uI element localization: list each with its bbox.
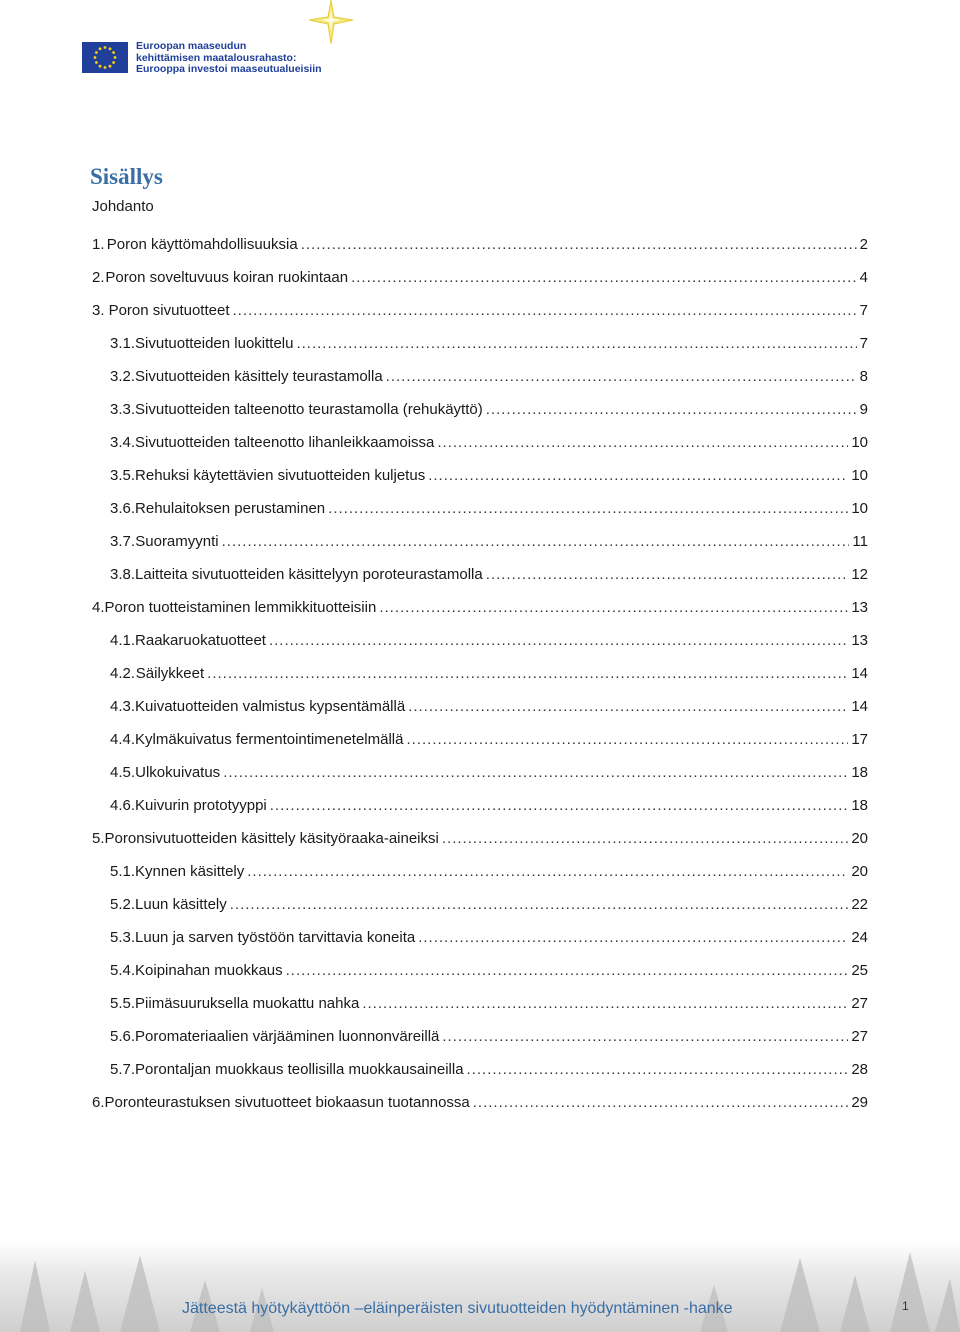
toc-entry[interactable] [110,566,868,588]
toc-entry[interactable] [92,236,868,258]
toc-entry-number: 3.4. [110,434,136,451]
toc-entry-page: 25 [851,962,868,979]
toc-entry[interactable] [110,1061,868,1083]
toc-entry-number: 3.2. [110,368,136,385]
toc-heading: Sisällys [90,164,163,189]
toc-entry[interactable] [110,797,868,819]
page-number: 1 [902,1299,909,1313]
toc-entry-page: 7 [859,335,868,352]
toc-entry-title: Ulkokuivatus [135,764,221,781]
toc-entry-title: Luun ja sarven työstöön tarvittavia koneita [135,929,416,946]
toc-entry-title: Luun käsittely [135,896,227,913]
toc-entry[interactable] [110,467,868,489]
toc-entry[interactable] [110,500,868,522]
toc-entry[interactable] [92,1094,868,1116]
toc-entry-title: Sivutuotteiden talteenotto teurastamolla (rehukäyttö) [135,401,483,418]
toc-entry-number: 4.1. [110,632,136,649]
toc-dot-leader [247,863,848,880]
toc-entry-title: Kuivurin prototyyppi [135,797,267,814]
toc-entry-page: 29 [851,1094,868,1111]
toc-dot-leader [362,995,848,1012]
toc-entry-title: Piimäsuuruksella muokattu nahka [135,995,360,1012]
toc-entry-page: 7 [859,302,868,319]
funder-line-2: kehittämisen maatalousrahasto: [136,51,297,64]
toc-entry-page: 27 [851,995,868,1012]
toc-entry-title: Poronsivutuotteiden käsittely käsityöraaka-aineiksi [104,830,439,847]
funder-line-1: Euroopan maaseudun [136,40,247,52]
toc-entry-title: Sivutuotteiden luokittelu [135,335,294,352]
toc-entry-number: 4.2. [110,665,136,682]
toc-dot-leader [437,434,848,451]
toc-entry-page: 12 [851,566,868,583]
toc-intro-entry[interactable]: Johdanto [92,198,154,215]
toc-entry-page: 20 [851,830,868,847]
star-icon [301,0,361,44]
toc-dot-leader [286,962,849,979]
toc-entry-page: 10 [851,500,868,517]
toc-entry-title: Kuivatuotteiden valmistus kypsentämällä [135,698,406,715]
toc-entry[interactable] [110,1028,868,1050]
toc-entry-number: 5.2. [110,896,136,913]
toc-entry-title: Raakaruokatuotteet [135,632,266,649]
toc-entry-title: Koipinahan muokkaus [135,962,283,979]
toc-entry[interactable] [110,929,868,951]
toc-entry[interactable] [92,269,868,291]
toc-dot-leader [223,764,848,781]
toc-entry[interactable] [110,731,868,753]
toc-entry[interactable] [92,599,868,621]
toc-dot-leader [207,665,848,682]
toc-entry-page: 22 [851,896,868,913]
toc-entry-title: Poromateriaalien värjääminen luonnonväreillä [135,1028,440,1045]
toc-entry-title: Laitteita sivutuotteiden käsittelyyn poroteurastamolla [135,566,483,583]
toc-entry-number: 3.7. [110,533,136,550]
toc-dot-leader [222,533,850,550]
toc-entry-title: Poron tuotteistaminen lemmikkituotteisiin [104,599,377,616]
toc-entry-title: Kynnen käsittely [135,863,245,880]
toc-entry[interactable] [92,830,868,852]
toc-entry-title: Kylmäkuivatus fermentointimenetelmällä [135,731,404,748]
toc-entry-page: 28 [851,1061,868,1078]
toc-dot-leader [269,632,848,649]
toc-entry[interactable] [110,698,868,720]
eu-flag-icon [82,42,128,73]
toc-dot-leader [328,500,848,517]
toc-entry[interactable] [110,764,868,786]
toc-dot-leader [301,236,857,253]
toc-entry[interactable] [110,533,868,555]
toc-dot-leader [473,1094,849,1111]
toc-entry[interactable] [110,665,868,687]
toc-entry-number: 5.1. [110,863,136,880]
toc-entry[interactable] [110,962,868,984]
toc-entry-page: 10 [851,434,868,451]
toc-entry-page: 14 [851,698,868,715]
toc-dot-leader [486,401,857,418]
toc-entry[interactable] [110,401,868,423]
toc-entry-page: 24 [851,929,868,946]
toc-dot-leader [386,368,857,385]
toc-entry-page: 13 [851,632,868,649]
toc-entry-number: 4. [92,599,105,616]
toc-entry-number: 5. [92,830,105,847]
toc-entry[interactable] [110,896,868,918]
toc-entry[interactable] [92,302,868,324]
toc-entry-number: 5.3. [110,929,136,946]
toc-entry-number: 3. [92,302,105,319]
toc-entry-number: 4.4. [110,731,136,748]
toc-dot-leader [351,269,857,286]
toc-entry-number: 3.6. [110,500,136,517]
toc-entry-page: 11 [852,533,868,550]
toc-entry-title: Poron sivutuotteet [108,302,230,319]
toc-entry-title: Poron soveltuvuus koiran ruokintaan [105,269,349,286]
toc-entry-number: 4.6. [110,797,136,814]
toc-entry-title: Sivutuotteiden talteenotto lihanleikkaamoissa [135,434,435,451]
toc-entry-title: Porontaljan muokkaus teollisilla muokkausaineilla [135,1061,464,1078]
toc-entry-page: 8 [859,368,868,385]
toc-entry-number: 5.7. [110,1061,136,1078]
funder-text [136,42,322,75]
toc-dot-leader [486,566,849,583]
toc-entry[interactable] [110,863,868,885]
toc-entry-title: Rehulaitoksen perustaminen [135,500,326,517]
toc-entry-title: Säilykkeet [135,665,205,682]
toc-dot-leader [442,1028,848,1045]
toc-entry[interactable] [110,335,868,357]
toc-entry-page: 17 [851,731,868,748]
toc-entry-number: 6. [92,1094,105,1111]
toc-dot-leader [467,1061,849,1078]
toc-dot-leader [408,698,848,715]
toc-entry[interactable] [110,368,868,390]
toc-dot-leader [296,335,856,352]
toc-entry-number: 2. [92,269,105,286]
eu-funding-logo [82,40,322,76]
toc-entry-page: 27 [851,1028,868,1045]
toc-entry-number: 5.5. [110,995,136,1012]
toc-entry-number: 5.4. [110,962,136,979]
toc-entry-title: Suoramyynti [135,533,219,550]
toc-dot-leader [442,830,848,847]
toc-entry-title: Poronteurastuksen sivutuotteet biokaasun tuotannossa [104,1094,470,1111]
toc-entry-number: 3.8. [110,566,136,583]
toc-entry-number: 1. [92,236,105,253]
toc-dot-leader [230,896,849,913]
toc-entry-page: 20 [851,863,868,880]
toc-dot-leader [233,302,857,319]
toc-dot-leader [406,731,848,748]
funder-line-3: Eurooppa investoi maaseutualueisiin [136,63,322,75]
toc-dot-leader [418,929,848,946]
toc-entry-title: Rehuksi käytettävien sivutuotteiden kuljetus [135,467,426,484]
toc-entry[interactable] [110,434,868,456]
toc-entry[interactable] [110,632,868,654]
toc-entry-number: 5.6. [110,1028,136,1045]
toc-entry-page: 9 [859,401,868,418]
toc-entry-number: 3.3. [110,401,136,418]
toc-dot-leader [270,797,849,814]
toc-entry-page: 13 [851,599,868,616]
toc-entry-title: Sivutuotteiden käsittely teurastamolla [135,368,383,385]
toc-entry-number: 4.5. [110,764,136,781]
toc-entry-number: 3.5. [110,467,136,484]
toc-entry-page: 18 [851,797,868,814]
toc-dot-leader [379,599,848,616]
toc-dot-leader [428,467,848,484]
toc-entry-page: 10 [851,467,868,484]
toc-entry-page: 4 [859,269,868,286]
footer-project-name: Jätteestä hyötykäyttöön –eläinperäisten sivutuotteiden hyödyntäminen -hanke [182,1300,733,1317]
toc-entry-number: 4.3. [110,698,136,715]
toc-entry[interactable] [110,995,868,1017]
footer-decoration [0,1240,960,1332]
toc-entry-page: 18 [851,764,868,781]
toc-entry-number: 3.1. [110,335,136,352]
toc-entry-title: Poron käyttömahdollisuuksia [106,236,298,253]
toc-entry-page: 2 [859,236,868,253]
toc-entry-page: 14 [851,665,868,682]
